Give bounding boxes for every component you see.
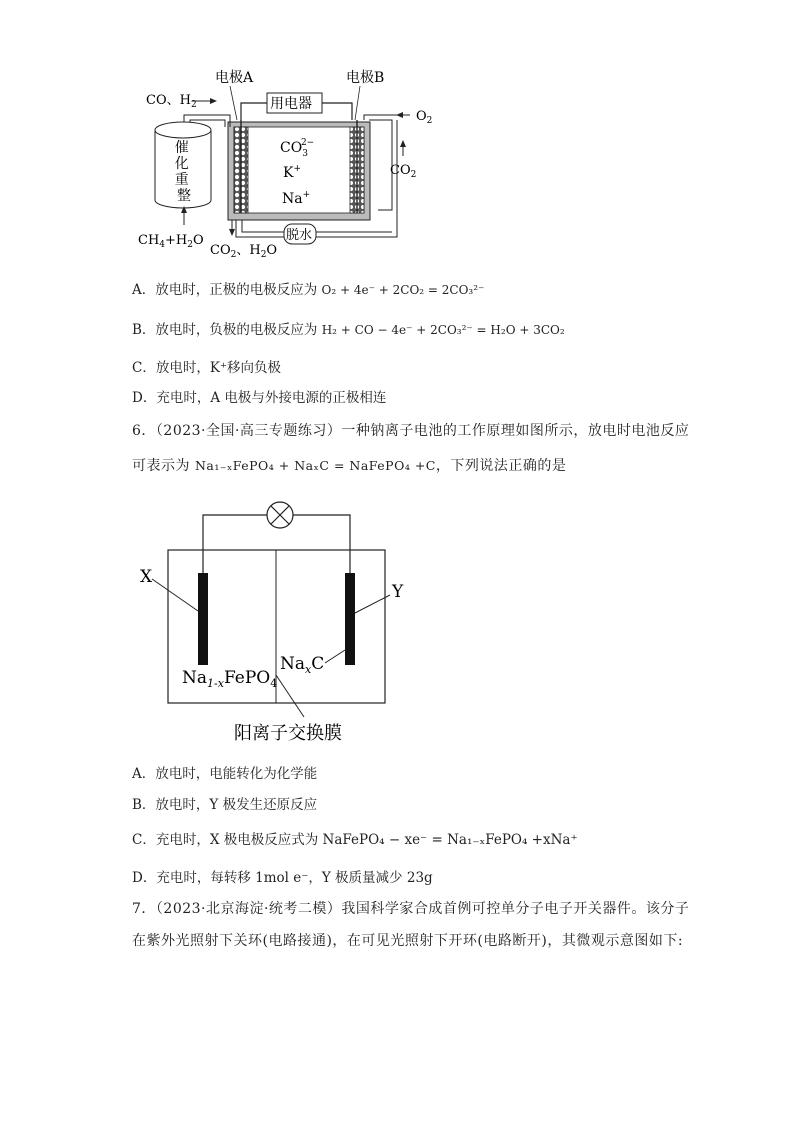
q5-option-c: C．放电时，K⁺移向负极 [132,360,282,376]
q7-stem-line2: 在紫外光照射下关环(电路接通)，在可见光照射下开环(电路断开)，其微观示意图如下: [132,933,684,949]
reformer-label: 催 化 重 整 [174,140,191,204]
left-material-label: $Na_{1-x}FePO_4$ [182,668,278,690]
q6-option-d: D．充电时，每转移 1mol e⁻，Y 极质量减少 23g [132,870,433,886]
feed-label: $CH_4+H_2O$ [138,233,204,250]
q6-stem-line2: 可表示为 Na₁₋ₓFePO₄ + NaₓC = NaFePO₄ +C，下列说法正确的是 [132,458,567,474]
label-x: X [140,567,153,587]
inlet-label: CO、$H_2$ [146,93,197,110]
right-material-label: $Na_xC$ [280,654,325,676]
electrode-x [198,573,208,665]
q6-option-c: C．充电时，X 极电极反应式为 NaFePO₄ − xe⁻ = Na₁₋ₓFePO₄ +xNa⁺ [132,832,578,848]
label-y: Y [392,582,404,602]
q5-option-b: B．放电时，负极的电极反应为 H₂ + CO − 4e⁻ + 2CO₃²⁻ = H₂O + 3CO₂ [132,322,565,338]
sodium-battery-diagram [130,495,420,750]
ion-potassium: K+ [283,164,302,181]
q5-option-a: A．放电时，正极的电极反应为 O₂ + 4e⁻ + 2CO₂ = 2CO₃²⁻ [132,282,485,298]
q6-option-b: B．放电时，Y 极发生还原反应 [132,797,318,813]
ion-carbonate: $CO_32-$ [280,138,315,159]
q5-option-d: D．充电时，A 电极与外接电源的正极相连 [132,390,387,406]
ion-sodium: Na+ [282,190,311,207]
q6-stem-line1: 6．（2023·全国·高三专题练习）一种钠离子电池的工作原理如图所示，放电时电池反应 [132,423,690,439]
q7-stem-line1: 7．（2023·北京海淀·统考二模）我国科学家合成首例可控单分子电子开关器件。该分子 [132,901,690,917]
co2-in-label: $CO_2$ [390,163,417,180]
q6-option-a: A．放电时，电能转化为化学能 [132,766,318,782]
electrode-b-label: 电极B [346,70,385,86]
exhaust-label: $CO_2$、$H_2O$ [210,243,278,260]
membrane-label: 阳离子交换膜 [234,723,342,744]
electrode-a-label: 电极A [215,70,254,86]
dehydrator-label: 脱水 [286,228,313,243]
electrode-y [345,573,355,665]
oxygen-label: $O_2$ [416,109,433,126]
load-label: 用电器 [270,96,312,112]
fuel-cell-diagram [120,60,450,265]
